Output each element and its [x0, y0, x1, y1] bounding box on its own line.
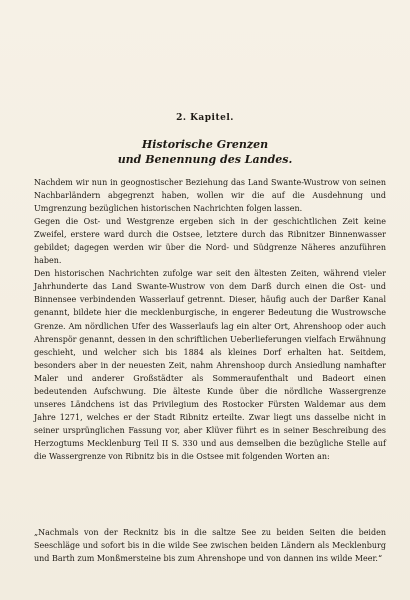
chapter-heading: 2. Kapitel.: [176, 113, 234, 123]
title-line-2: und Benennung des Landes.: [117, 153, 293, 166]
paragraph: Den historischen Nachrichten zufolge war seit den ältesten Zeiten, während vieler Jahrhunderte das Land Swante-Wustrow von dem Darß durch einen die Ost- und Binnensee verbindenden Wasserlauf getrennt. Dieser, häufig auch der Darßer Kanal genannt, bildete hier die mecklenburgische, in engerer Bedeutung die Wustrowsche Grenze. Am nördlichen Ufer des Wasserlaufs lag ein alter Ort, Ahrenshoop oder auch Ahrenspör genannt, dessen in den schriftlichen Ueberlieferungen vielfach Erwähnung geschieht, und welcher sich bis 1884 als kleines Dorf erhalten hat. Seitdem, besonders aber in der neuesten Zeit, nahm Ahrenshoop durch Ansiedlung namhafter Maler und anderer Großstädter als Sommeraufenthalt und Badeort einen bedeutenden Aufschwung. Die älteste Kunde über die nördliche Wassergrenze unseres Ländchens ist das Privilegium des Rostocker Fürsten Waldemar aus dem Jahre 1271, welches er der Stadt Ribnitz erteilte. Zwar liegt uns dasselbe nicht in seiner ursprünglichen Fassung vor, aber Klüver führt es in seiner Beschreibung des Herzogtums Mecklenburg Teil II S. 330 und aus demselben die bezügliche Stelle auf die Wassergrenze von Ribnitz bis in die Ostsee mit folgenden Worten an:: [34, 269, 386, 461]
quotation: „Nachmals von der Recknitz bis in die saltze See zu beiden Seiten die beiden Seeschläge und sofort bis in die wilde See zwischen beiden Ländern als Mecklenburg und Barth zum Monßmersteine bis zum Ahrenshope und von dannen ins wilde Meer.“: [34, 528, 386, 564]
paragraph: Gegen die Ost- und Westgrenze ergeben sich in der geschichtlichen Zeit keine Zweifel, erstere ward durch die Ostsee, letztere durch das Ribnitzer Binnenwasser gebildet; dagegen werden wir über die Nord- und Südgrenze Näheres anzuführen haben.: [34, 217, 386, 266]
body-text: [34, 176, 386, 463]
title-line-1: Historische Grenzen: [141, 138, 269, 151]
paragraph: Nachdem wir nun in geognostischer Beziehung das Land Swante-Wustrow von seinen Nachbarländern abgegrenzt haben, wollen wir die auf die Ausdehnung und Umgrenzung bezüglichen historischen Nachrichten folgen lassen.: [34, 178, 386, 214]
